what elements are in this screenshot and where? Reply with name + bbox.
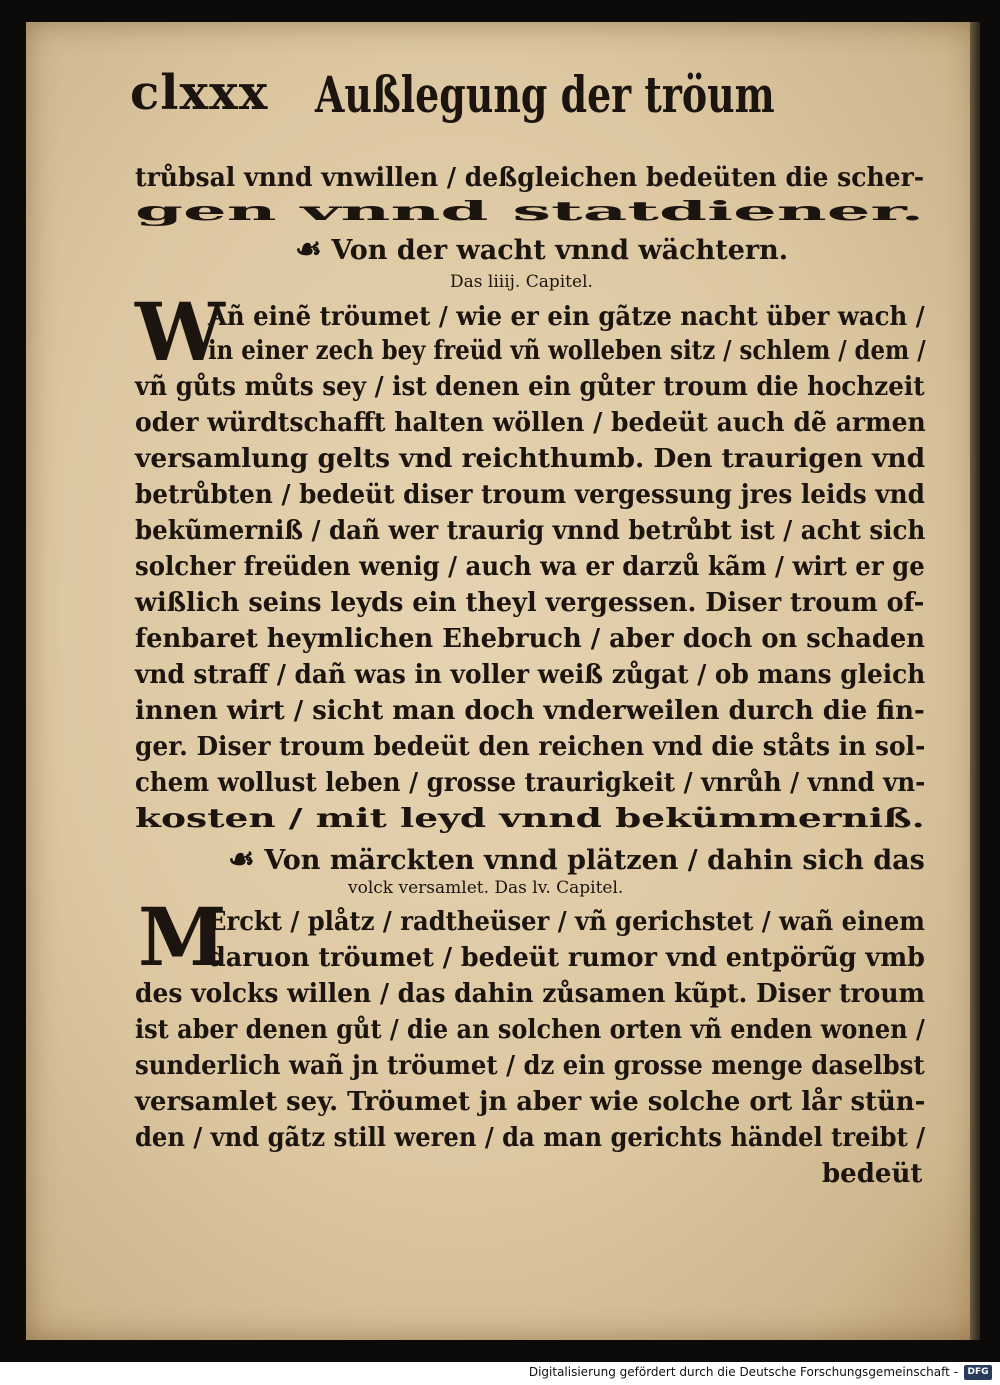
chapter-title: Von der wacht vnnd wächtern. <box>331 235 789 266</box>
text-line: fenbaret heymlichen Ehebruch / aber doch on schaden <box>135 624 925 654</box>
chapter-title: Von märckten vnnd plätzen / dahin sich das <box>264 845 925 876</box>
text-line: solcher freüden wenig / auch wa er darzů kãm / wirt er ge <box>135 552 925 582</box>
text-line: Erckt / plåtz / radtheüser / vñ gerichstet / wañ einem <box>208 907 925 937</box>
chapter-number: volck versamlet. Das lv. Capitel. <box>348 878 624 898</box>
pilcrow-icon: ☙ <box>295 232 322 267</box>
text-line: den / vnd gãtz still weren / da man gerichts händel treibt / <box>135 1123 926 1153</box>
decorated-initial: W <box>135 285 225 379</box>
text-line: sunderlich wañ jn tröumet / dz ein grosse menge daselbst <box>135 1051 925 1081</box>
running-head: Außlegung der tröum <box>315 65 775 124</box>
folio-number: clxxx <box>130 65 269 121</box>
text-line: oder würdtschafft halten wöllen / bedeüt auch dẽ armen <box>135 408 926 438</box>
footer-bar <box>0 1362 1000 1385</box>
pilcrow-icon: ☙ <box>228 842 255 877</box>
text-line: des volcks willen / das dahin zůsamen kũpt. Diser troum <box>135 979 925 1009</box>
text-line: chem wollust leben / grosse traurigkeit / vnrůh / vnnd vn- <box>135 768 926 798</box>
chapter-heading <box>295 232 788 267</box>
funding-credit: Digitalisierung gefördert durch die Deutsche Forschungsgemeinschaft - <box>528 1365 958 1379</box>
text-line: kosten / mit leyd vnnd bekümmerniß. <box>135 804 925 834</box>
text-line: vnd straff / dañ was in voller weiß zůgat / ob mans gleich <box>135 660 926 690</box>
text-line: vñ gůts můts sey / ist denen ein gůter troum die hochzeit <box>135 372 925 402</box>
text-line: wißlich seins leyds ein theyl vergessen. Diser troum of- <box>135 588 925 618</box>
page-edge <box>970 22 980 1340</box>
text-line: ist aber denen gůt / die an solchen orten vñ enden wonen / <box>135 1015 925 1045</box>
catchword: bedeüt <box>822 1159 923 1189</box>
dfg-logo-icon: DFG <box>964 1365 992 1380</box>
text-line: gen vnnd statdiener. <box>135 197 925 227</box>
text-line: betrůbten / bedeüt diser troum vergessung jres leids vnd <box>135 480 925 510</box>
decorated-initial: M <box>138 890 227 984</box>
chapter-number: Das liiij. Capitel. <box>450 272 593 292</box>
text-line: versamlet sey. Tröumet jn aber wie solche ort lår stün- <box>135 1087 926 1117</box>
text-line: trůbsal vnnd vnwillen / deßgleichen bedeüten die scher- <box>135 163 925 193</box>
text-line: Añ einẽ tröumet / wie er ein gãtze nacht über wach / <box>208 302 925 332</box>
text-line: bekũmerniß / dañ wer traurig vnnd betrůbt ist / acht sich <box>135 516 926 546</box>
chapter-heading <box>228 842 925 877</box>
text-line: innen wirt / sicht man doch vnderweilen durch die fin- <box>135 696 925 726</box>
text-line: versamlung gelts vnd reichthumb. Den traurigen vnd <box>135 444 926 474</box>
text-line: in einer zech bey freüd vñ wolleben sitz / schlem / dem / <box>208 336 926 366</box>
text-line: ger. Diser troum bedeüt den reichen vnd die ståts in sol- <box>135 732 926 762</box>
text-line: daruon tröumet / bedeüt rumor vnd entpörũg vmb <box>208 943 925 973</box>
